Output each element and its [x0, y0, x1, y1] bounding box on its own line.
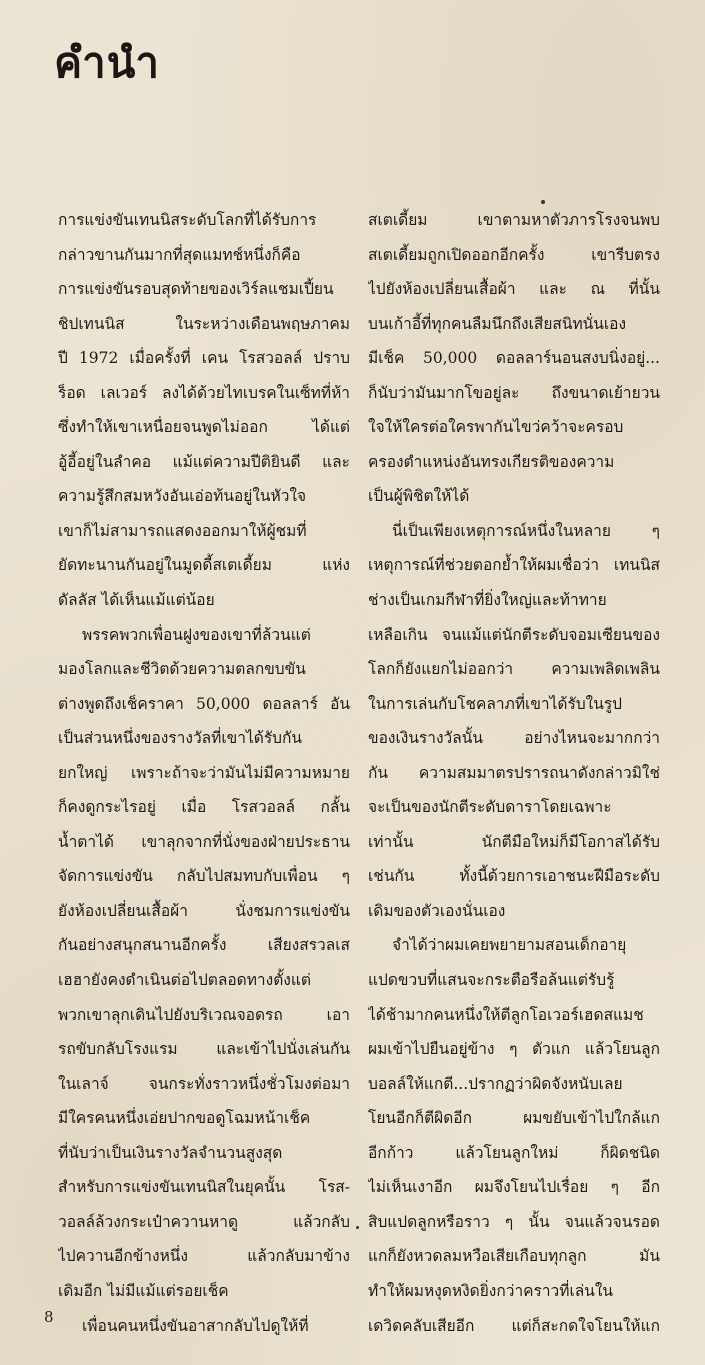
left-text-column — [58, 203, 350, 1343]
text-line: เท่านั้น นักตีมือใหม่ก็มีโอกาสได้รับ — [368, 832, 660, 851]
text-line: นี่เป็นเพียงเหตุการณ์หนึ่งในหลาย ๆ — [392, 521, 660, 540]
text-line: กันอย่างสนุกสนานอีกครั้ง เสียงสรวลเส — [58, 936, 350, 955]
text-line: เป็นส่วนหนึ่งของรางวัลที่เขาได้รับกัน — [58, 729, 302, 748]
text-line: การแข่งขันรอบสุดท้ายของเวิร์ลแชมเปี้ยน — [58, 280, 334, 299]
text-line: ไม่เห็นเงาอีก ผมจึงโยนไปเรื่อย ๆ อีก — [368, 1178, 660, 1197]
text-line: เดิมอีก ไม่มีแม้แต่รอยเช็ค — [58, 1281, 229, 1300]
text-line: ซึ่งทำให้เขาเหนื่อยจนพูดไม่ออก ได้แต่ — [58, 418, 350, 437]
text-line: แกก็ยังหวดลมหวือเสียเกือบทุกลูก มัน — [368, 1247, 660, 1266]
text-line: เหตุการณ์ที่ช่วยตอกย้ำให้ผมเชื่อว่า เทนนิส — [368, 556, 660, 575]
text-line: ความรู้สึกสมหวังอันเอ่อท้นอยู่ในหัวใจ — [58, 487, 307, 506]
text-line: มีเช็ค 50,000 ดอลลาร์นอนสงบนิ่งอยู่... — [368, 349, 660, 368]
page-number: 8 — [44, 1308, 54, 1326]
text-line: ไปยังห้องเปลี่ยนเสื้อผ้า และ ณ ที่นั้น — [368, 280, 660, 299]
text-line: สำหรับการแข่งขันเทนนิสในยุคนั้น โรส- — [58, 1178, 350, 1197]
text-line: ผมเข้าไปยืนอยู่ข้าง ๆ ตัวแก แล้วโยนลูก — [368, 1040, 660, 1059]
text-line: พวกเขาลุกเดินไปยังบริเวณจอดรถ เอา — [58, 1005, 350, 1024]
text-line: การแข่งขันเทนนิสระดับโลกที่ได้รับการ — [58, 211, 317, 229]
text-line: โลกก็ยังแยกไม่ออกว่า ความเพลิดเพลิน — [368, 660, 660, 679]
text-line: กัน ความสมมาตรปรารถนาดังกล่าวมิใช่ — [368, 763, 660, 782]
text-line: ในการเล่นกับโชคลาภที่เขาได้รับในรูป — [368, 694, 622, 713]
text-line: เดิมของตัวเองนั่นเอง — [368, 901, 506, 920]
text-line: สเตเดี้ยมถูกเปิดออกอีกครั้ง เขารีบตรง — [368, 245, 660, 264]
text-line: ต่างพูดถึงเช็คราคา 50,000 ดอลลาร์ อัน — [58, 694, 350, 713]
print-speck — [356, 1226, 359, 1229]
text-line: ยัดทะนานกันอยู่ในมูดดี้สเตเดี้ยม แห่ง — [58, 556, 350, 575]
text-line: ในเลาจ์ จนกระทั่งราวหนึ่งชั่วโมงต่อมา — [58, 1074, 350, 1093]
text-line: บนเก้าอี้ที่ทุกคนลืมนึกถึงเสียสนิทนั่นเอง — [368, 314, 627, 333]
text-line: เหลือเกิน จนแม้แต่นักตีระดับจอมเซียนของ — [368, 625, 660, 644]
text-line: ปี 1972 เมื่อครั้งที่ เคน โรสวอลล์ ปราบ — [58, 349, 350, 368]
text-line: ก็นับว่ามันมากโขอยู่ละ ถึงขนาดเย้ายวน — [368, 383, 660, 402]
text-line: ยกใหญ่ เพราะถ้าจะว่ามันไม่มีความหมาย — [58, 763, 350, 782]
text-line: อีกก้าว แล้วโยนลูกใหม่ ก็ผิดชนิด — [368, 1143, 660, 1162]
text-line: เช่นกัน ทั้งนี้ด้วยการเอาชนะฝีมือระดับ — [368, 867, 660, 886]
text-line: ของเงินรางวัลนั้น อย่างไหนจะมากกว่า — [368, 729, 660, 748]
text-line: รถขับกลับโรงแรม และเข้าไปนั่งเล่นกัน — [58, 1040, 350, 1059]
text-line: มองโลกและชีวิตด้วยความตลกขบขัน — [58, 660, 306, 679]
text-line: เป็นผู้พิชิตให้ได้ — [368, 487, 470, 506]
text-line: พรรคพวกเพื่อนฝูงของเขาที่ล้วนแต่ — [82, 625, 311, 644]
text-line: เดวิดคลับเสียอีก แต่ก็สะกดใจโยนให้แก — [368, 1316, 660, 1335]
text-line: โยนอีกก็ตีผิดอีก ผมขยับเข้าไปใกล้แก — [368, 1109, 660, 1128]
text-line: ชิปเทนนิส ในระหว่างเดือนพฤษภาคม — [58, 314, 350, 333]
text-line: ทำให้ผมหงุดหงิดยิ่งกว่าคราวที่เล่นใน — [368, 1281, 614, 1300]
text-line: ที่นับว่าเป็นเงินรางวัลจำนวนสูงสุด — [58, 1143, 283, 1162]
text-line: สเตเดี้ยม เขาตามหาตัวภารโรงจนพบ — [368, 211, 660, 229]
print-speck — [541, 200, 545, 204]
text-line: จัดการแข่งขัน กลับไปสมทบกับเพื่อน ๆ — [58, 867, 350, 886]
text-line: แปดขวบที่แสนจะกระตือรือล้นแต่รับรู้ — [368, 971, 615, 990]
text-line: กล่าวขานกันมากที่สุดแมทช์หนึ่งก็คือ — [58, 245, 301, 264]
text-line: น้ำตาได้ เขาลุกจากที่นั่งของฝ่ายประธาน — [58, 832, 350, 851]
right-text-column — [368, 203, 660, 1343]
text-line: ได้ช้ามากคนหนึ่งให้ตีลูกโอเวอร์เฮดสแมช — [368, 1005, 644, 1024]
text-line: ร็อด เลเวอร์ ลงได้ด้วยไทเบรคในเซ็ทที่ห้า — [58, 383, 350, 402]
text-line: ครองตำแหน่งอันทรงเกียรติของความ — [368, 452, 615, 471]
text-line: วอลล์ล้วงกระเป๋าควานหาดู แล้วกลับ — [58, 1212, 350, 1231]
text-line: มีใครคนหนึ่งเอ่ยปากขอดูโฉมหน้าเช็ค — [58, 1109, 311, 1128]
text-line: เพื่อนคนหนึ่งขันอาสากลับไปดูให้ที่ — [82, 1316, 309, 1335]
text-line: จะเป็นของนักตีระดับดาราโดยเฉพาะ — [368, 798, 612, 817]
text-line: เขาก็ไม่สามารถแสดงออกมาให้ผู้ชมที่ — [58, 521, 307, 540]
text-line: อู้อี้อยู่ในลำคอ แม้แต่ความปีติยินดี และ — [58, 452, 350, 471]
text-line: ดัลลัส ได้เห็นแม้แต่น้อย — [58, 591, 215, 610]
text-line: จำได้ว่าผมเคยพยายามสอนเด็กอายุ — [392, 936, 627, 955]
text-line: ก็คงดูกระไรอยู่ เมื่อ โรสวอลล์ กลั้น — [58, 798, 350, 817]
text-line: ไปควานอีกข้างหนึ่ง แล้วกลับมาข้าง — [58, 1247, 350, 1266]
text-line: ช่างเป็นเกมกีฬาที่ยิ่งใหญ่และท้าทาย — [368, 591, 607, 610]
text-line: ใจให้ใครต่อใครพากันไขว่คว้าจะครอบ — [368, 418, 624, 437]
text-line: เฮฮายังคงดำเนินต่อไปตลอดทางตั้งแต่ — [58, 971, 311, 990]
text-line: ยังห้องเปลี่ยนเสื้อผ้า นั่งชมการแข่งขัน — [58, 901, 350, 920]
chapter-heading: คำนำ — [54, 38, 160, 87]
text-line: บอลล์ให้แกตี...ปรากฏว่าผิดจังหนับเลย — [368, 1074, 623, 1093]
text-line: สิบแปดลูกหรือราว ๆ นั้น จนแล้วจนรอด — [368, 1212, 660, 1231]
